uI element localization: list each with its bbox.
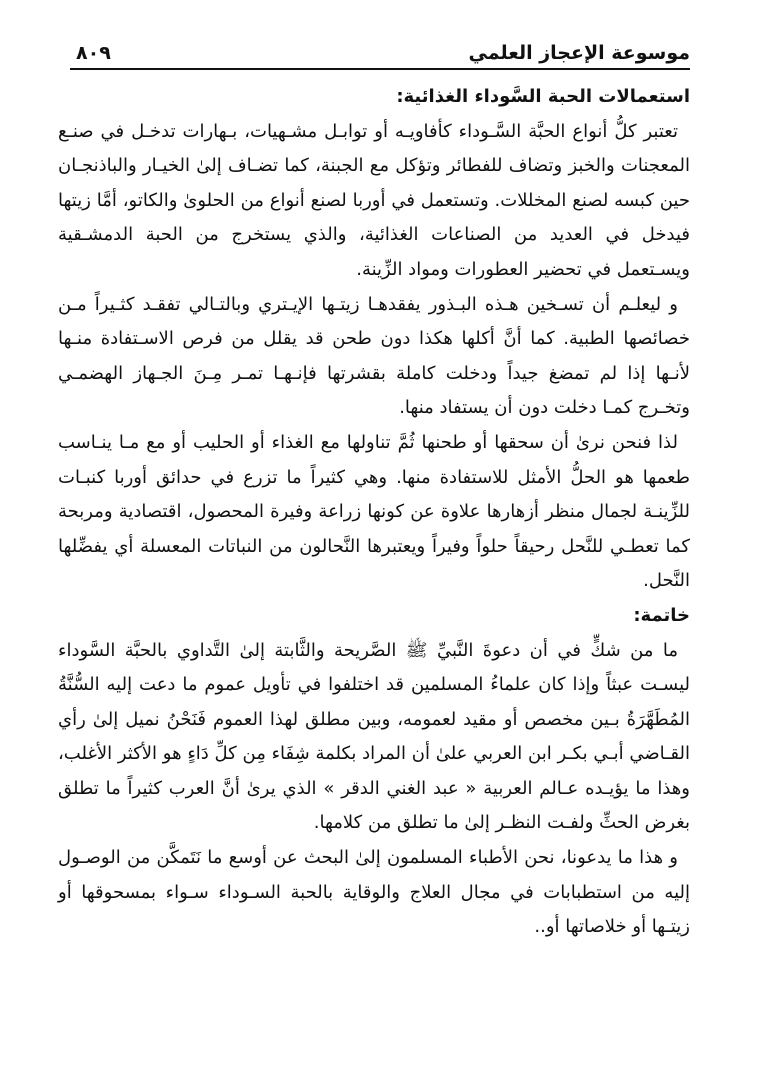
- book-title: موسوعة الإعجاز العلمي: [468, 42, 690, 64]
- paragraph-grinding-advice: لذا فنحن نرىٰ أن سحقها أو طحنها ثُمَّ تناولها مع الغذاء أو الحليب أو مع مـا ينـاسب طعمها هو الحلُّ الأمثل للاستفادة منها. وهي كثيراً ما تزرع في حدائق أوربا كنبـات للزِّينـة لجمال منظر أزهارها علاوة عن كونها زراعة وفيرة المحصول، اقتصادية ومربحة كما تعطـي للنَّحل رحيقاً حلواً وفيراً ويعتبرها النَّحالون من النباتات المعسلة أي يفضِّلها النَّحل.: [58, 431, 690, 592]
- paragraph-food-uses: تعتبر كلُّ أنواع الحبَّة السَّـوداء كأفاويـه أو توابـل مشـهيات، بـهارات تدخـل في صنـع المعجنات والخبز وتضاف للفطائر وتؤكل مع الجبنة، كما تضـاف إلىٰ الخيـار والباذنجـان حين كبسه لصنع المخللات. وتستعمل في أوربا لصنع أنواع من الحلوىٰ والكاتو، أمَّا زيتها فيدخل في العديد من الصناعات الغذائية، والذي يستخرج من الحبة الدمشـقية ويسـتعمل في تحضير العطورات ومواد الزِّينة.: [58, 120, 690, 280]
- running-header: [70, 40, 690, 70]
- paragraph-heating-effects: و ليعلـم أن تسـخين هـذه البـذور يفقدهـا زيتـها الإيـتري وبالتـالي تفقـد كثـيراً مـن خصائصها الطبية. كما أنَّ أكلها هكذا دون طحن قد يقلل من فرص الاسـتفادة منـها لأنـها إذا لم تمضغ جيداً ودخلت كاملة بقشرتها فإنـهـا تمـر مِـنَ الجـهاز الهضمـي وتخـرج كمـا دخلت دون أن يستفاد منها.: [58, 293, 690, 419]
- section-heading-food-uses: استعمالات الحبة السَّوداء الغذائية:: [396, 86, 690, 107]
- paragraph-conclusion-hadith: ما من شكٍّ في أن دعوةَ النَّبيِّ ﷺ الصَّريحة والثَّابتة إلىٰ التَّداوي بالحبَّة السَّوداء ليسـت عبثاً وإذا كان علماءُ المسلمين قد اختلفوا في تأويل عموم ما دعت إليه السُّنَّةُ المُطَهَّرَةُ بـين مخصص أو مقيد لعمومه، وبين مطلق لهذا العموم فَنَحْنُ نميل إلىٰ رأي القـاضي أبـي بكـر ابن العربي علىٰ أن المراد بكلمة شِفَاء مِن كلِّ دَاءٍ هو الأكثر الأغلب، وهذا ما يؤيـده عـالم العربية « عبد الغني الدقر » الذي يرىٰ أنَّ العرب كثيراً ما تطلق بغرض الحثِّ ولفـت النظـر إلىٰ ما تطلق من كلامها.: [58, 639, 690, 834]
- header-rule: [70, 68, 690, 70]
- body-text: [58, 80, 690, 945]
- section-heading-conclusion: خاتمة:: [633, 604, 690, 626]
- page-number: ٨٠٩: [76, 42, 111, 64]
- paragraph-conclusion-research: و هذا ما يدعونا، نحن الأطباء المسلمون إلىٰ البحث عن أوسع ما نَتَمكَّن من الوصـول إليه من استطبابات في مجال العلاج والوقاية بالحبة السـوداء سـواء بمسحوقها أو زيتـها أو خلاصاتها أو..: [58, 847, 690, 938]
